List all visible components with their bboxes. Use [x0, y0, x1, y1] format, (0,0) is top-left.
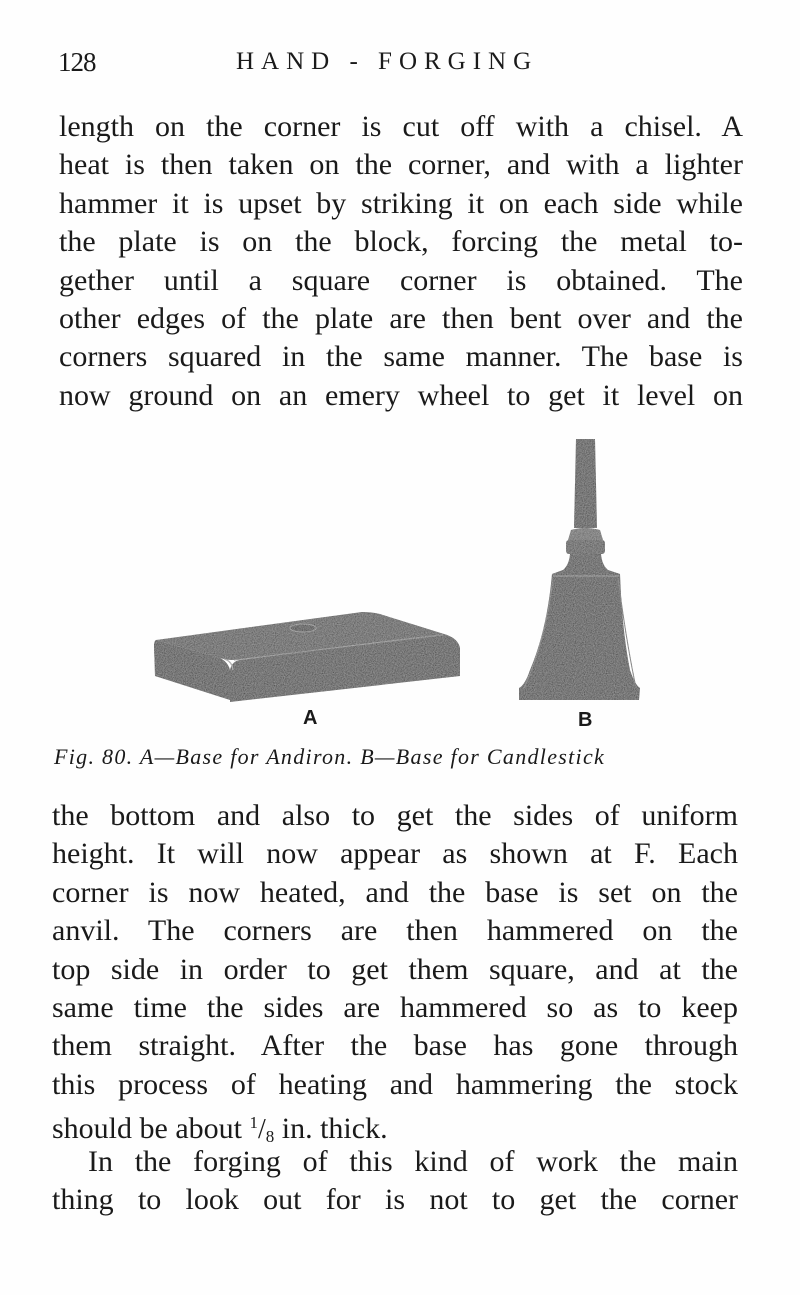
paragraph-top: [59, 108, 743, 415]
figure-label-a: A: [303, 707, 318, 729]
candlestick-base-drawing: [519, 439, 640, 700]
page-header: [58, 42, 758, 82]
text-line: gether until a square corner is obtained. The: [59, 263, 743, 297]
figure-illustration: [140, 430, 660, 730]
text-line: anvil. The corners are then hammered on the: [52, 914, 738, 948]
text-line: this process of heating and hammering the stock: [52, 1067, 738, 1101]
fraction-denominator: 8: [265, 1127, 275, 1147]
text-line: In the forging of this kind of work the main: [88, 1144, 738, 1178]
text-line: hammer it is upset by striking it on each side while: [59, 186, 743, 220]
text-line: thing to look out for is not to get the corner: [52, 1182, 738, 1216]
fraction-one-eighth: [249, 1112, 274, 1145]
text-line: the plate is on the block, forcing the metal to-: [59, 225, 743, 259]
text-line: them straight. After the base has gone through: [52, 1029, 738, 1063]
figure-caption: Fig. 80. A—Base for Andiron. B—Base for Candlestick: [54, 744, 606, 769]
text-line: other edges of the plate are then bent over and the: [59, 301, 743, 335]
text-line: height. It will now appear as shown at F. Each: [52, 837, 738, 871]
text-fragment: should be about: [52, 1112, 250, 1146]
fraction-numerator: 1: [249, 1113, 258, 1133]
text-line: corners squared in the same manner. The base is: [59, 340, 743, 374]
text-fragment: in. thick.: [274, 1112, 388, 1146]
figure-label-b: B: [578, 709, 593, 731]
text-line: the bottom and also to get the sides of uniform: [52, 799, 738, 832]
paragraph-bottom: [52, 797, 738, 1219]
text-line: now ground on an emery wheel to get it level on: [59, 378, 743, 412]
text-line: heat is then taken on the corner, and with a lighter: [59, 148, 743, 182]
fraction-slash: /: [257, 1114, 266, 1146]
text-line: corner is now heated, and the base is set on the: [52, 875, 738, 909]
text-line: same time the sides are hammered so as to keep: [52, 990, 738, 1024]
figure-80: [140, 430, 660, 730]
andiron-base-drawing: [154, 612, 460, 702]
running-title: HAND - FORGING: [236, 48, 539, 75]
text-line: length on the corner is cut off with a chisel. A: [59, 110, 743, 143]
text-line: top side in order to get them square, and at the: [52, 952, 738, 986]
page-number: 128: [58, 47, 96, 77]
text-line-with-fraction: [52, 1104, 738, 1147]
